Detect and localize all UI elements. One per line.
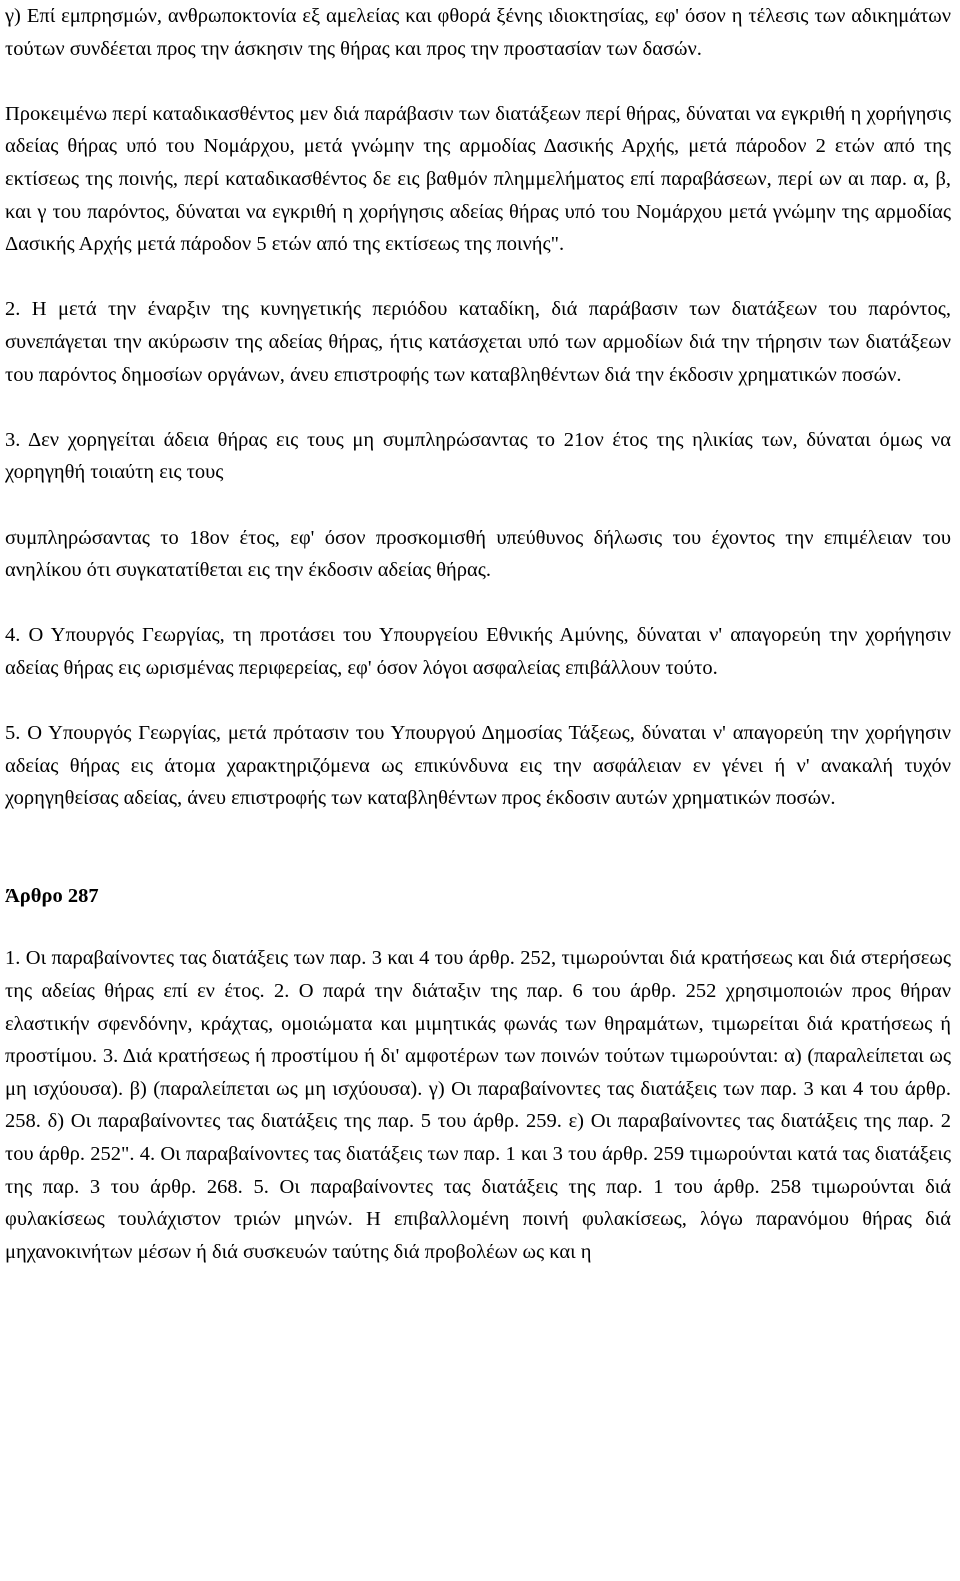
spacer xyxy=(5,912,951,942)
document-page xyxy=(5,0,951,1268)
paragraph-5-personal-ban: 5. Ο Υπουργός Γεωργίας, μετά πρότασιν του Υπουργού Δημοσίας Τάξεως, δύναται ν' απαγορεύη την χορήγησιν αδείας θήρας εις άτομα χαρακτηριζόμενα ως επικύνδυνα εις την ασφάλειαν εν γένει ή ν' ανακαλή τυχόν χορηγηθείσας αδείας, άνευ επιστροφής των καταβληθέντων προς έκδοσιν αυτών χρηματικών ποσών. xyxy=(5,722,951,810)
spacer xyxy=(5,391,951,424)
spacer xyxy=(5,815,951,880)
paragraph-3-continued: συμπληρώσαντας το 18ον έτος, εφ' όσον προσκομισθή υπεύθυνος δήλωσις του έχοντος την επιμέλειαν του ανηλίκου ότι συγκατατίθεται εις την έκδοσιν αδείας θήρας. xyxy=(5,526,951,582)
spacer xyxy=(5,587,951,620)
article-287-text: 1. Οι παραβαίνοντες τας διατάξεις των παρ. 3 και 4 του άρθρ. 252, τιμωρούνται διά κρατήσεως και διά στερήσεως της αδείας θήρας επί εν έτος. 2. Ο παρά την διάταξιν της παρ. 6 του άρθρ. 252 χρησιμοποιών προς θήραν ελαστικήν σφενδόνην, κράχτας, ομοιώματα και μιμητικάς φωνάς των θηραμάτων, τιμωρείται διά κρατήσεως ή προστίμου. 3. Διά κρατήσεως ή προστίμου ή δι' αμφοτέρων των ποινών τούτων τιμωρούνται: α) (παραλείπεται ως μη ισχύουσα). β) (παραλείπεται ως μη ισχύουσα). γ) Οι παραβαίνοντες τας διατάξεις των παρ. 3 και 4 του άρθρ. 258. δ) Οι παραβαίνοντες τας διατάξεις της παρ. 5 του άρθρ. 259. ε) Οι παραβαίνοντες τας διατάξεις της παρ. 2 του άρθρ. 252". 4. Οι παραβαίνοντες τας διατάξεις των παρ. 1 και 3 του άρθρ. 259 τιμωρούνται κατά τας διατάξεις της παρ. 3 του άρθρ. 268. 5. Οι παραβαίνοντες τας διατάξεις της παρ. 1 του άρθρ. 258 τιμωρούνται διά φυλακίσεως τουλάχιστον τριών μηνών. Η επιβαλλομένη ποινή φυλακίσεως, λόγω παρανόμου θήρας διά μηχανοκινήτων μέσων ή διά συσκευών ταύτης διά προβολέων ως και η xyxy=(5,947,951,1263)
spacer xyxy=(5,684,951,717)
spacer xyxy=(5,489,951,522)
paragraph-convicted-license: Προκειμένω περί καταδικασθέντος μεν διά παράβασιν των διατάξεων περί θήρας, δύναται να εγκριθή η χορήγησις αδείας θήρας υπό του Νομάρχου, μετά γνώμην της αρμοδίας Δασικής Αρχής, μετά πάροδον 2 ετών από της εκτίσεως της ποινής, περί καταδικασθέντος δε εις βαθμόν πλημμελήματος επί παραβάσεων, περί ων αι παρ. α, β, και γ του παρόντος, δύναται να εγκριθή η χορήγησις αδείας θήρας υπό του Νομάρχου μετά γνώμην της αρμοδίας Δασικής Αρχής μετά πάροδον 5 ετών από της εκτίσεως της ποινής". xyxy=(5,102,951,256)
article-heading: Άρθρο 287 xyxy=(5,884,99,907)
paragraph-4-regional-ban: 4. Ο Υπουργός Γεωργίας, τη προτάσει του Υπουργείου Εθνικής Αμύνης, δύναται ν' απαγορεύη την χορήγησιν αδείας θήρας εις ωρισμένας περιφερείας, εφ' όσον λόγοι ασφαλείας επιβάλλουν τούτο. xyxy=(5,624,951,679)
spacer xyxy=(5,65,951,98)
paragraph-fire-offenses: γ) Επί εμπρησμών, ανθρωποκτονία εξ αμελείας και φθορά ξένης ιδιοκτησίας, εφ' όσον η τέλεσις των αδικημάτων τούτων συνδέεται προς την άσκησιν της θήρας και προς την προστασίαν των δασών. xyxy=(5,5,951,60)
spacer xyxy=(5,261,951,294)
paragraph-2-license-cancellation: 2. Η μετά την έναρξιν της κυνηγετικής περιόδου καταδίκη, διά παράβασιν των διατάξεων του παρόντος, συνεπάγεται την ακύρωσιν της αδείας θήρας, ήτις κατάσχεται υπό των αρμοδίων διά την τήρησιν των διατάξεων του παρόντος δημοσίων οργάνων, άνευ επιστροφής των καταβληθέντων διά την έκδοσιν χρηματικών ποσών. xyxy=(5,298,951,386)
paragraph-3-age-limit: 3. Δεν χορηγείται άδεια θήρας εις τους μη συμπληρώσαντας το 21ον έτος της ηλικίας των, δύναται όμως να χορηγηθή τοιαύτη εις τους xyxy=(5,428,951,484)
